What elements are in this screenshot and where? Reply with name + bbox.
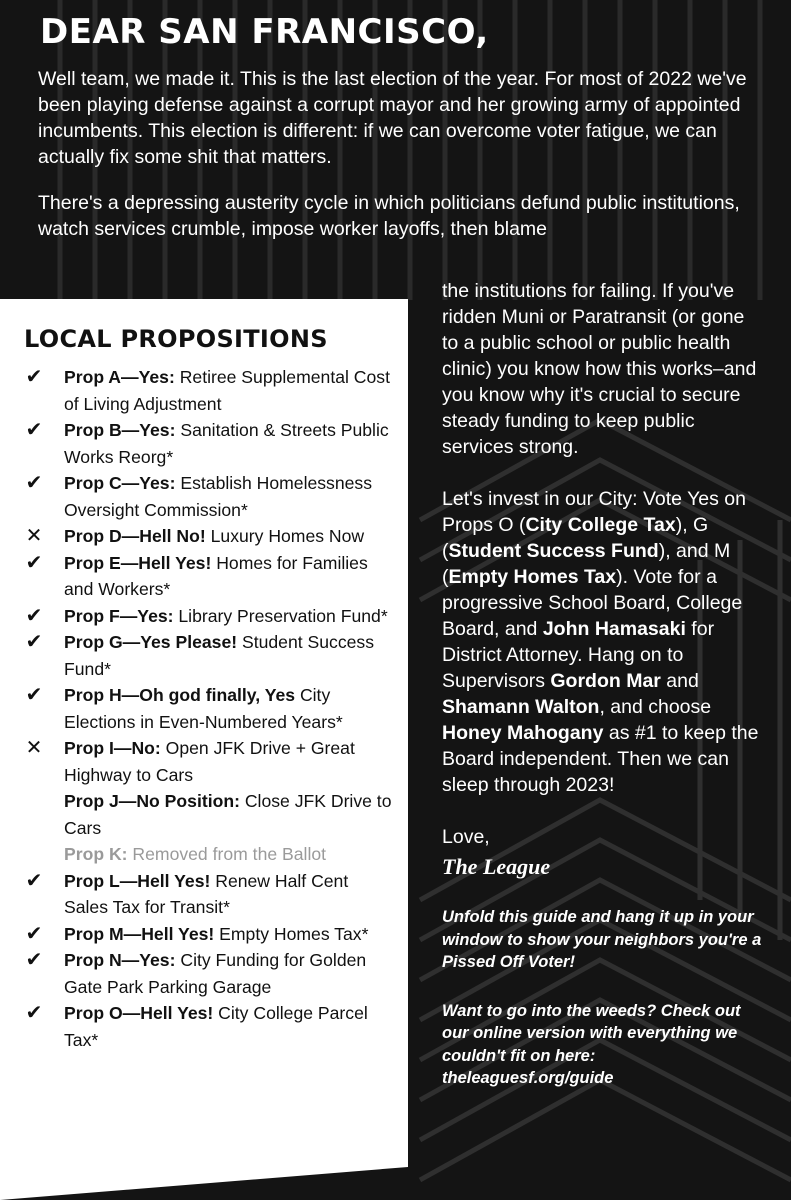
body-paragraph-2 <box>442 486 762 798</box>
proposition-description: Removed from the Ballot <box>132 844 327 864</box>
proposition-title: Prop I—No: <box>64 738 161 758</box>
checkmark-icon: ✔ <box>25 604 43 627</box>
checkmark-icon: ✔ <box>25 631 43 653</box>
proposition-description: Luxury Homes Now <box>210 526 365 546</box>
proposition-item <box>24 682 396 735</box>
proposition-item <box>24 947 396 1000</box>
proposition-item <box>24 603 396 630</box>
proposition-title: Prop B—Yes: <box>64 420 176 440</box>
proposition-title: Prop D—Hell No! <box>64 526 206 546</box>
proposition-description: Library Preservation Fund* <box>178 605 388 626</box>
proposition-item <box>24 470 396 523</box>
checkmark-icon: ✔ <box>25 684 43 706</box>
signature: The League <box>442 854 551 879</box>
checkmark-icon: ✔ <box>25 1002 43 1024</box>
proposition-title: Prop A—Yes: <box>64 367 175 387</box>
proposition-item <box>24 735 396 788</box>
x-mark-icon: ✕ <box>25 525 43 547</box>
proposition-item <box>24 550 396 603</box>
no-mark-spacer <box>24 788 44 814</box>
text-run: for District Attorney. Hang on to Supervisors <box>442 618 715 692</box>
text-run: and <box>660 670 699 692</box>
proposition-item <box>24 1000 396 1053</box>
proposition-title: Prop K: <box>64 844 128 864</box>
text-run: , and choose <box>599 696 712 718</box>
proposition-description: Homes for Families and Workers* <box>64 552 368 599</box>
proposition-description: City Elections in Even-Numbered Years* <box>64 685 343 732</box>
proposition-description: Retiree Supplemental Cost of Living Adjustment <box>64 367 390 414</box>
intro-text <box>38 66 748 262</box>
text-run: Let's invest in our City: Vote Yes on Props O ( <box>442 488 746 536</box>
proposition-title: Prop L—Hell Yes! <box>64 870 211 891</box>
proposition-description: Renew Half Cent Sales Tax for Transit* <box>64 870 349 917</box>
proposition-item <box>24 921 396 948</box>
emphasis-gordon-mar: Gordon Mar <box>550 670 661 692</box>
text-run: ), G ( <box>442 514 709 562</box>
proposition-title: Prop O—Hell Yes! <box>64 1003 214 1023</box>
proposition-description: City Funding for Golden Gate Park Parking Garage <box>64 950 367 997</box>
proposition-title: Prop H—Oh god finally, Yes <box>64 685 296 705</box>
text-run: ), and M ( <box>442 540 731 588</box>
proposition-item <box>24 629 396 682</box>
proposition-description: Sanitation & Streets Public Works Reorg* <box>64 420 389 467</box>
text-run: ). Vote for a progressive School Board, College Board, and <box>442 566 743 640</box>
proposition-title: Prop E—Hell Yes! <box>64 552 212 573</box>
checkmark-icon: ✔ <box>25 551 43 574</box>
proposition-item <box>24 788 396 841</box>
proposition-title: Prop G—Yes Please! <box>64 632 238 652</box>
proposition-description: Empty Homes Tax* <box>219 923 369 944</box>
proposition-description: Establish Homelessness Oversight Commission* <box>64 473 373 520</box>
proposition-item <box>24 841 396 868</box>
proposition-item <box>24 523 396 550</box>
signoff: Love, <box>442 826 490 848</box>
checkmark-icon: ✔ <box>25 869 43 892</box>
emphasis-john-hamasaki: John Hamasaki <box>542 618 686 640</box>
checkmark-icon: ✔ <box>25 472 43 494</box>
proposition-description: Open JFK Drive + Great Highway to Cars <box>64 738 355 785</box>
proposition-item <box>24 417 396 470</box>
no-mark-spacer <box>24 841 44 867</box>
proposition-title: Prop N—Yes: <box>64 950 176 970</box>
checkmark-icon: ✔ <box>25 949 43 971</box>
propositions-heading: LOCAL PROPOSITIONS <box>24 325 328 353</box>
online-guide-note: Want to go into the weeds? Check out our online version with everything we couldn't fit on here: theleaguesf.org/guide <box>442 1001 741 1087</box>
emphasis-city-college-tax: City College Tax <box>525 514 676 536</box>
intro-paragraph-1: Well team, we made it. This is the last election of the year. For most of 2022 we've been playing defense against a corrupt mayor and her growing army of appointed incumbents. This election is different: if we can overcome voter fatigue, we can actually fix some shit that matters. <box>38 68 747 168</box>
letter-body <box>442 278 762 1116</box>
text-run: as #1 to keep the Board independent. Then we can sleep through 2023! <box>442 722 759 796</box>
x-mark-icon: ✕ <box>25 737 43 759</box>
proposition-title: Prop F—Yes: <box>64 605 174 626</box>
emphasis-empty-homes-tax: Empty Homes Tax <box>448 566 617 588</box>
emphasis-student-success-fund: Student Success Fund <box>448 540 659 562</box>
proposition-item <box>24 364 396 417</box>
emphasis-honey-mahogany: Honey Mahogany <box>442 722 604 744</box>
intro-paragraph-2: There's a depressing austerity cycle in which politicians defund public institutions, watch services crumble, impose worker layoffs, then blame <box>38 192 740 240</box>
unfold-note: Unfold this guide and hang it up in your window to show your neighbors you're a Pissed Off Voter! <box>442 908 762 971</box>
proposition-description: Student Success Fund* <box>64 632 375 679</box>
checkmark-icon: ✔ <box>25 419 43 441</box>
proposition-title: Prop J—No Position: <box>64 791 240 811</box>
letter-title: DEAR SAN FRANCISCO, <box>40 12 489 52</box>
proposition-description: Close JFK Drive to Cars <box>64 791 392 838</box>
propositions-list <box>24 322 396 1053</box>
body-paragraph-1: the institutions for failing. If you've ridden Muni or Paratransit (or gone to a public school or public health clinic) you know how this works–and you know why it's crucial to secure steady funding to keep public services strong. <box>442 280 757 458</box>
checkmark-icon: ✔ <box>25 922 43 945</box>
checkmark-icon: ✔ <box>25 366 43 388</box>
proposition-items <box>24 364 396 1053</box>
proposition-item <box>24 868 396 921</box>
proposition-title: Prop M—Hell Yes! <box>64 923 215 944</box>
emphasis-shamann-walton: Shamann Walton <box>442 696 600 718</box>
proposition-title: Prop C—Yes: <box>64 473 176 493</box>
proposition-description: City College Parcel Tax* <box>64 1003 368 1050</box>
